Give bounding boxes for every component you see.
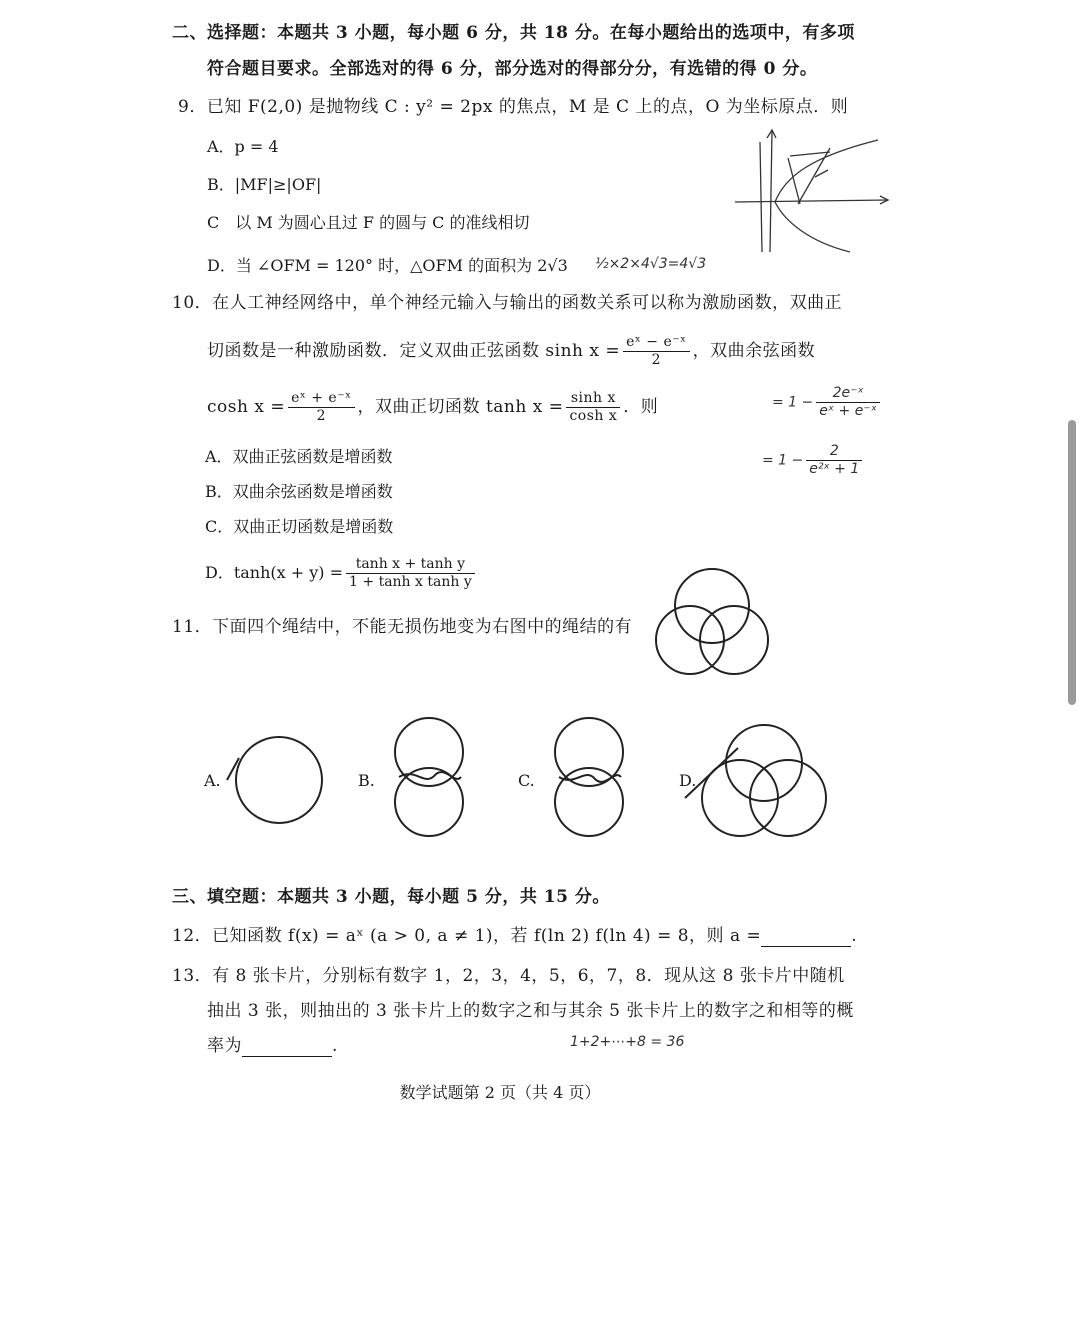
q9-parabola-sketch — [730, 122, 895, 257]
hand1-prefix: = 1 − — [772, 394, 814, 411]
hand2-fraction — [806, 443, 862, 478]
sinh-numerator: eˣ − e⁻ˣ — [623, 334, 689, 352]
q11-label-a: A. — [204, 771, 221, 790]
q10-tanh-text: ，双曲正切函数 tanh x = — [357, 397, 564, 417]
section2-header-line2: 符合题目要求。全部选对的得 6 分，部分选对的得部分分，有选错的得 0 分。 — [207, 59, 818, 79]
q11-label-d: D. — [679, 771, 697, 790]
q10-option-b: B．双曲余弦函数是增函数 — [205, 482, 393, 501]
q10-option-a: A．双曲正弦函数是增函数 — [205, 447, 393, 466]
knot-option-d — [680, 718, 835, 843]
q12-text: 12．已知函数 f(x) = aˣ (a > 0, a ≠ 1)，若 f(ln 2) f(ln 4) = 8，则 a = — [172, 926, 762, 946]
q13-line2: 抽出 3 张，则抽出的 3 张卡片上的数字之和与其余 5 张卡片上的数字之和相等的概 — [207, 1001, 854, 1021]
q10-option-d — [205, 556, 478, 591]
q10-option-c: C．双曲正切函数是增函数 — [205, 517, 394, 536]
scrollbar-thumb[interactable] — [1068, 420, 1076, 705]
q10-sinh-text: 切函数是一种激励函数．定义双曲正弦函数 sinh x = — [207, 341, 621, 361]
trefoil-knot-figure — [650, 562, 775, 680]
section3-header: 三、填空题：本题共 3 小题，每小题 5 分，共 15 分。 — [172, 887, 610, 907]
tanh-sum-numerator: tanh x + tanh y — [346, 556, 475, 574]
tanh-fraction — [566, 390, 620, 425]
hand1-fraction — [816, 385, 880, 420]
knot-option-c — [545, 715, 635, 840]
q10-handwritten-step1 — [772, 385, 883, 420]
q12-line — [172, 925, 857, 947]
hand2-prefix: = 1 − — [762, 452, 804, 469]
sinh-fraction — [623, 334, 689, 369]
tanh-numerator: sinh x — [566, 390, 620, 408]
q13-line1: 13．有 8 张卡片，分别标有数字 1，2，3，4，5，6，7，8．现从这 8 张卡片中随机 — [172, 966, 845, 986]
knot-option-a — [215, 730, 330, 830]
q13-line3 — [207, 1035, 338, 1057]
q9-option-d: D．当 ∠OFM = 120° 时，△OFM 的面积为 2√3 — [207, 256, 568, 275]
tanh-sum-fraction — [346, 556, 475, 591]
section2-header-line1: 二、选择题：本题共 3 小题，每小题 6 分，共 18 分。在每小题给出的选项中，有多项 — [172, 23, 855, 43]
knot-option-b — [385, 715, 475, 840]
q13-end: . — [332, 1036, 338, 1056]
q13-answer-blank[interactable] — [242, 1040, 332, 1057]
q9-option-a: A．p = 4 — [207, 137, 279, 156]
hand1-denominator: eˣ + e⁻ˣ — [819, 403, 877, 419]
q11-stem: 11．下面四个绳结中，不能无损伤地变为右图中的绳结的有 — [172, 617, 633, 637]
q12-end: . — [851, 926, 858, 946]
q12-answer-blank[interactable] — [761, 930, 851, 947]
cosh-fraction — [288, 390, 354, 425]
q9-handwritten-note: ½×2×4√3=4√3 — [595, 256, 707, 272]
q13-prefix: 率为 — [207, 1036, 242, 1056]
q10-stem-line1: 10．在人工神经网络中，单个神经元输入与输出的函数关系可以称为激励函数，双曲正 — [172, 293, 843, 313]
q9-stem: 9．已知 F(2,0) 是抛物线 C : y² = 2px 的焦点，M 是 C 上的点，O 为坐标原点．则 — [178, 97, 849, 117]
cosh-denominator: 2 — [316, 408, 327, 424]
q10-cosh-text: cosh x = — [207, 397, 286, 417]
cosh-numerator: eˣ + e⁻ˣ — [288, 390, 354, 408]
q9-option-b: B．|MF|≥|OF| — [207, 175, 322, 194]
q10-then: ．则 — [623, 397, 659, 417]
hand2-numerator: 2 — [806, 443, 862, 461]
sinh-denominator: 2 — [651, 352, 662, 368]
q10-handwritten-step2 — [762, 443, 865, 478]
q11-label-b: B. — [358, 771, 375, 790]
q10-d-text: D．tanh(x + y) = — [205, 563, 344, 582]
page-footer: 数学试题第 2 页（共 4 页） — [399, 1083, 601, 1102]
q11-label-c: C. — [518, 771, 535, 790]
hand2-denominator: e²ˣ + 1 — [809, 461, 860, 477]
tanh-sum-denominator: 1 + tanh x tanh y — [349, 574, 472, 590]
q10-stem-line3 — [207, 390, 658, 425]
q13-handwritten-note: 1+2+⋯+8 = 36 — [570, 1034, 685, 1050]
tanh-denominator: cosh x — [569, 408, 618, 424]
q10-cosh-intro: ，双曲余弦函数 — [692, 341, 816, 361]
q9-option-c: C 以 M 为圆心且过 F 的圆与 C 的准线相切 — [207, 213, 530, 232]
hand1-numerator: 2e⁻ˣ — [816, 385, 880, 403]
q10-stem-line2 — [207, 334, 815, 369]
